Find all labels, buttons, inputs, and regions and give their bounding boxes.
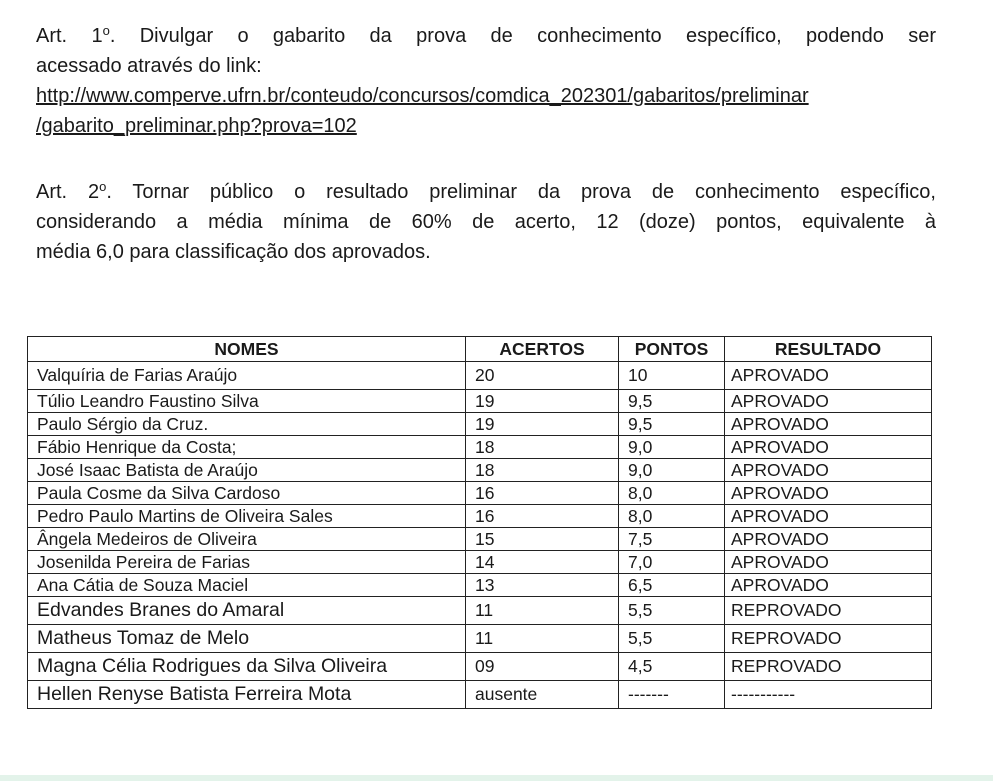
cell-acertos: 18 [466,459,619,482]
cell-resultado: APROVADO [725,505,932,528]
cell-resultado: ----------- [725,681,932,709]
cell-pontos: 5,5 [619,625,725,653]
cell-resultado: REPROVADO [725,653,932,681]
article-2-line-3: média 6,0 para classificação dos aprovados. [36,241,431,263]
cell-acertos: 15 [466,528,619,551]
cell-acertos: 13 [466,574,619,597]
table-row [28,362,932,390]
cell-pontos: 5,5 [619,597,725,625]
results-table [27,336,932,709]
header-resultado: RESULTADO [725,337,932,362]
cell-acertos: 19 [466,413,619,436]
cell-resultado: APROVADO [725,528,932,551]
header-acertos: ACERTOS [466,337,619,362]
table-row [28,597,932,625]
cell-acertos: 19 [466,390,619,413]
table-row [28,390,932,413]
table-row [28,681,932,709]
article-1 [36,16,936,141]
cell-acertos: 16 [466,505,619,528]
header-nomes: NOMES [28,337,466,362]
table-row [28,505,932,528]
cell-pontos: 10 [619,362,725,390]
bottom-band [0,775,993,781]
table-row [28,459,932,482]
cell-acertos: 16 [466,482,619,505]
cell-name: Fábio Henrique da Costa; [28,436,466,459]
cell-acertos: 14 [466,551,619,574]
cell-acertos: 11 [466,625,619,653]
table-row [28,482,932,505]
cell-resultado: APROVADO [725,390,932,413]
cell-resultado: APROVADO [725,551,932,574]
article-2-ordinal: o [99,179,107,194]
cell-name: Hellen Renyse Batista Ferreira Mota [28,681,466,709]
header-pontos: PONTOS [619,337,725,362]
cell-resultado: APROVADO [725,574,932,597]
cell-pontos: 8,0 [619,482,725,505]
article-1-line-2: acessado através do link: [36,55,262,77]
cell-pontos: 7,5 [619,528,725,551]
cell-pontos: ------- [619,681,725,709]
cell-pontos: 9,0 [619,436,725,459]
cell-name: Matheus Tomaz de Melo [28,625,466,653]
cell-acertos: 11 [466,597,619,625]
article-2-text: . Tornar público o resultado preliminar da prova de conhecimento específico, [106,181,936,203]
cell-acertos: ausente [466,681,619,709]
table-row [28,413,932,436]
cell-pontos: 9,5 [619,413,725,436]
cell-resultado: REPROVADO [725,597,932,625]
cell-name: Ana Cátia de Souza Maciel [28,574,466,597]
article-1-label: Art. 1 [36,25,103,47]
table-row [28,528,932,551]
article-2-line-2: considerando a média mínima de 60% de acerto, 12 (doze) pontos, equivalente à [36,211,936,233]
cell-resultado: APROVADO [725,436,932,459]
cell-name: Túlio Leandro Faustino Silva [28,390,466,413]
cell-pontos: 6,5 [619,574,725,597]
gabarito-link-line-2[interactable]: /gabarito_preliminar.php?prova=102 [36,115,357,137]
table-header-row [28,337,932,362]
article-1-ordinal: o [102,23,110,38]
cell-resultado: APROVADO [725,459,932,482]
table-row [28,551,932,574]
cell-name: José Isaac Batista de Araújo [28,459,466,482]
cell-acertos: 20 [466,362,619,390]
table-row [28,653,932,681]
article-2-label: Art. 2 [36,181,100,203]
cell-resultado: APROVADO [725,362,932,390]
cell-resultado: APROVADO [725,413,932,436]
article-2-line-1 [36,172,936,207]
article-2 [36,172,936,267]
cell-acertos: 09 [466,653,619,681]
cell-acertos: 18 [466,436,619,459]
article-1-line-1 [36,16,936,51]
table-row [28,436,932,459]
cell-pontos: 9,0 [619,459,725,482]
cell-name: Paulo Sérgio da Cruz. [28,413,466,436]
cell-name: Edvandes Branes do Amaral [28,597,466,625]
cell-name: Paula Cosme da Silva Cardoso [28,482,466,505]
cell-name: Pedro Paulo Martins de Oliveira Sales [28,505,466,528]
cell-resultado: APROVADO [725,482,932,505]
table-row [28,625,932,653]
gabarito-link-line-1[interactable]: http://www.comperve.ufrn.br/conteudo/concursos/comdica_202301/gabaritos/preliminar [36,85,809,107]
cell-pontos: 4,5 [619,653,725,681]
table-row [28,574,932,597]
cell-pontos: 9,5 [619,390,725,413]
cell-pontos: 7,0 [619,551,725,574]
cell-name: Valquíria de Farias Araújo [28,362,466,390]
article-1-text: . Divulgar o gabarito da prova de conhecimento específico, podendo ser [109,25,936,47]
cell-name: Magna Célia Rodrigues da Silva Oliveira [28,653,466,681]
cell-name: Ângela Medeiros de Oliveira [28,528,466,551]
cell-resultado: REPROVADO [725,625,932,653]
cell-pontos: 8,0 [619,505,725,528]
cell-name: Josenilda Pereira de Farias [28,551,466,574]
